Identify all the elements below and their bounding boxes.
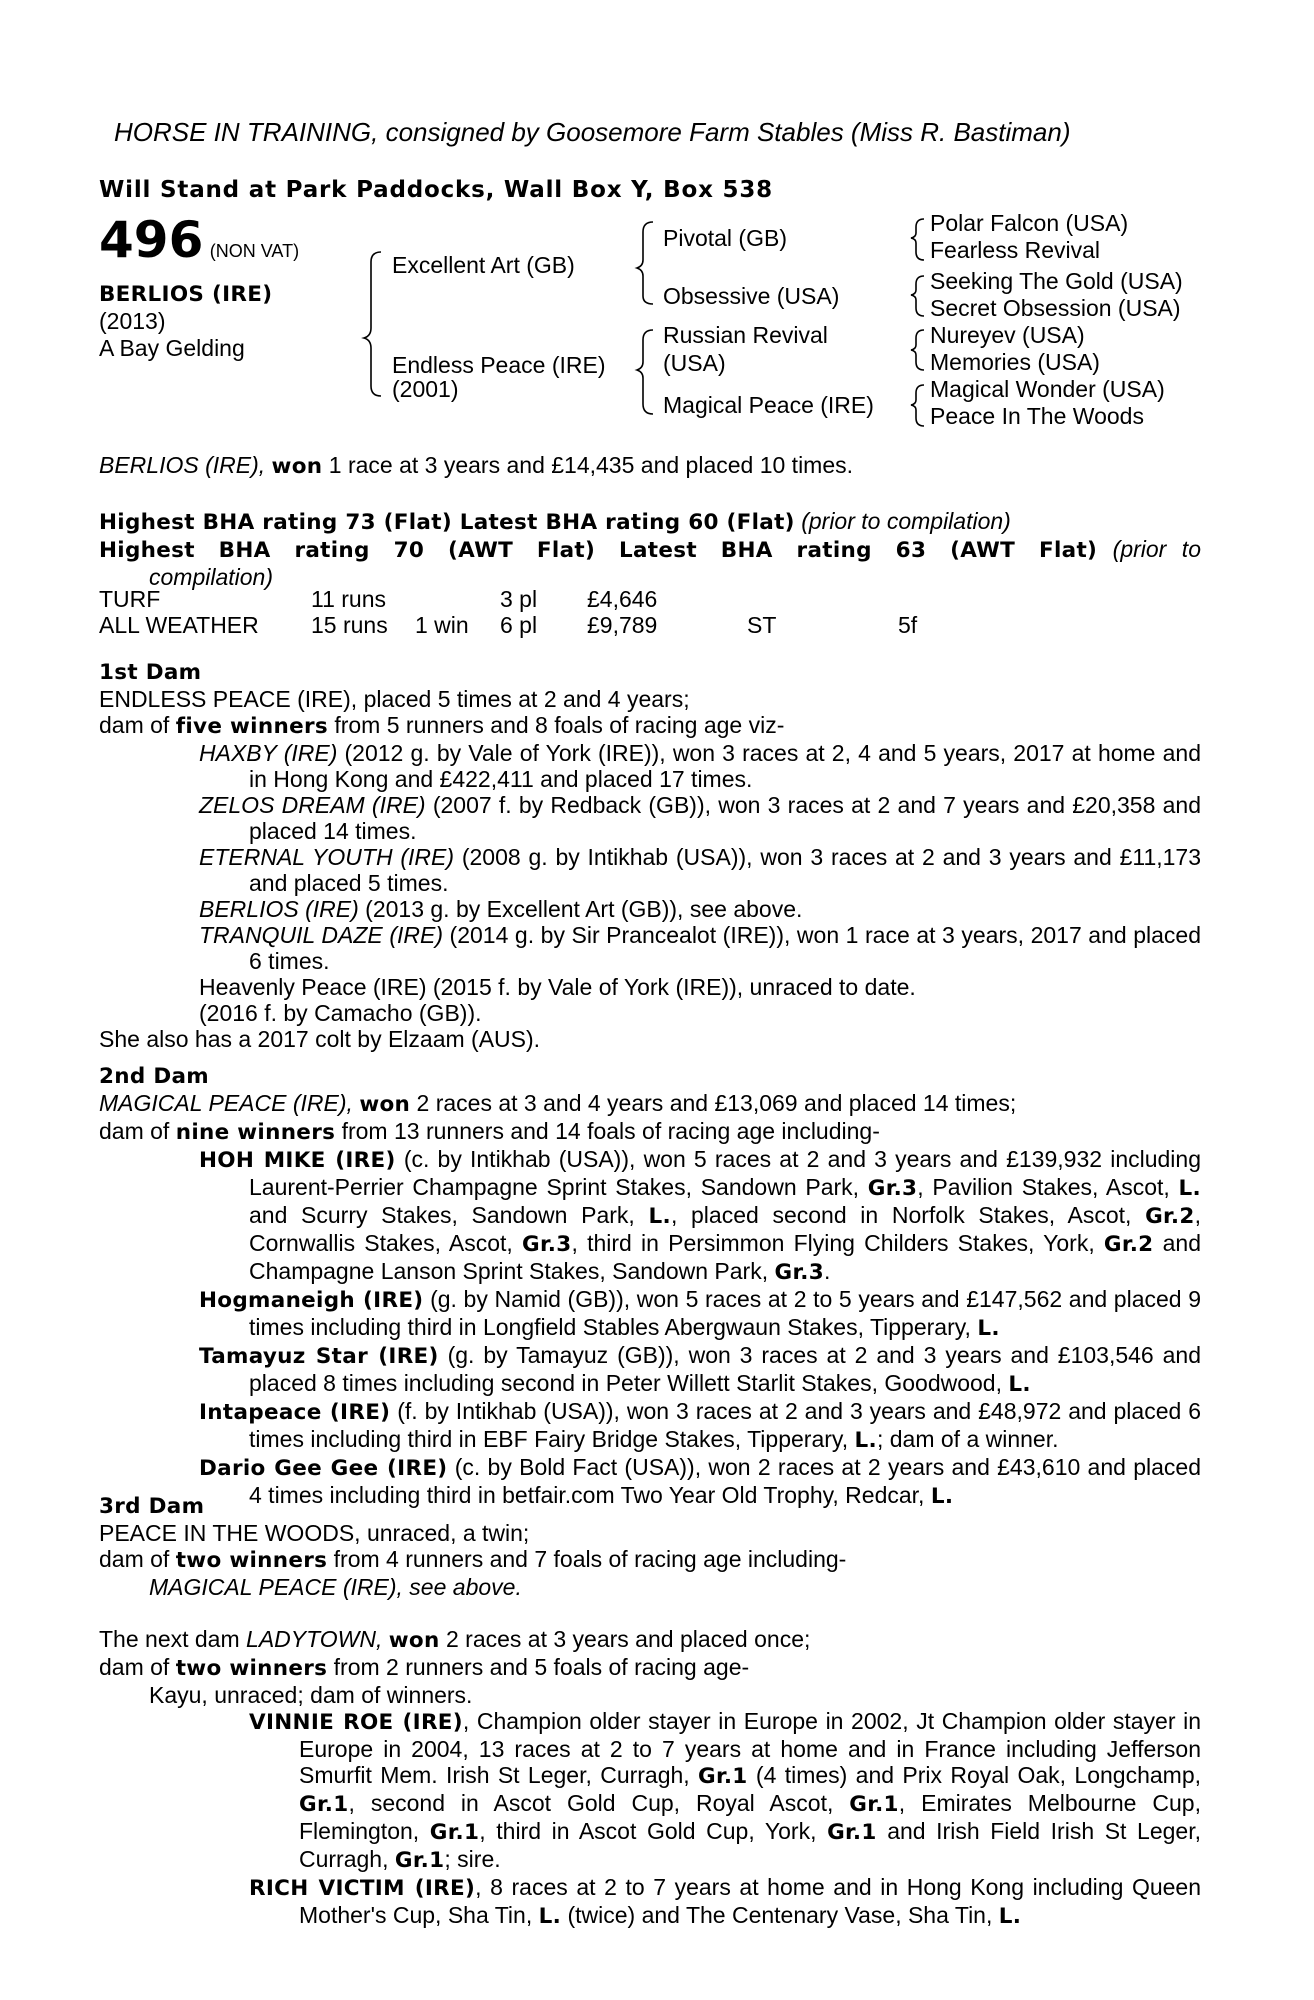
produce-hoh-mike: HOH MIKE (IRE) (c. by Intikhab (USA)), won 5 races at 2 and 3 years and £139,932 including Laurent-Perrier Champagne Sprint Stakes, Sandown Park, Gr.3, Pavilion Stakes, Ascot, L. and Scurry Stakes, Sandown Park, L., placed second in Norfolk Stakes, Ascot, Gr.2, Cornwallis Stakes, Ascot, Gr.3, third in Persimmon Flying Childers Stakes, York, Gr.2 and Champagne Lanson Sprint Stakes, Sandown Park, Gr.3. [199,1146,1201,1285]
first-dam-heading: 1st Dam [99,660,202,685]
produce-2016-filly: (2016 f. by Camacho (GB)). [199,1000,482,1026]
stats-distance: 5f [898,612,918,638]
pedigree-dam-sire: Russian Revival [663,322,828,348]
pedigree-sire-dam: Obsessive (USA) [663,283,840,309]
stats-runs: 15 runs [311,612,388,638]
stats-distance [898,586,917,612]
first-dam-produce-summary: dam of five winners from 5 runners and 8 foals of racing age viz- [99,712,785,739]
produce-tranquil-daze: TRANQUIL DAZE (IRE) (2014 g. by Sir Prancealot (IRE)), won 1 race at 3 years, 2017 and placed 6 times. [199,922,1201,974]
race-stats-table [99,586,917,638]
rating-awt [99,536,1201,590]
pedigree-dam-year: (2001) [392,376,459,402]
next-dam-produce-summary: dam of two winners from 2 runners and 5 foals of racing age- [99,1654,750,1681]
pedigree-gen3-1: Polar Falcon (USA) [930,210,1129,236]
next-dam-line: The next dam LADYTOWN, won 2 races at 3 years and placed once; [99,1626,811,1653]
rating-flat-text: Highest BHA rating 73 (Flat) Latest BHA rating 60 (Flat) [99,510,795,535]
rating-awt-note: (prior to compilation) [149,536,1201,590]
next-dam-section [99,1626,1201,1930]
pedigree-dam-sire-origin: (USA) [663,350,726,376]
stats-surface: TURF [99,586,161,612]
rating-awt-text: Highest BHA rating 70 (AWT Flat) Latest BHA rating 63 (AWT Flat) [99,538,1098,563]
pedigree-gen3-4: Secret Obsession (USA) [930,295,1181,321]
second-dam-section [99,1064,1201,1510]
second-dam-line: MAGICAL PEACE (IRE), won 2 races at 3 and 4 years and £13,069 and placed 14 times; [99,1090,1017,1117]
pedigree-gen3-3: Seeking The Gold (USA) [930,268,1183,294]
stats-going [747,586,898,612]
foaling-year: (2013) [99,308,166,334]
produce-kayu: Kayu, unraced; dam of winners. [149,1682,473,1708]
stats-prize: £9,789 [587,612,658,638]
pedigree-dam-dam: Magical Peace (IRE) [663,392,874,418]
stats-row-aw [99,612,917,638]
produce-tamayuz-star: Tamayuz Star (IRE) (g. by Tamayuz (GB)), won 3 races at 2 and 3 years and £103,546 and placed 8 times including second in Peter Willett Starlit Stakes, Goodwood, L. [199,1342,1201,1397]
rating-flat [99,508,1201,536]
stats-wins [415,586,500,612]
produce-hogmaneigh: Hogmaneigh (IRE) (g. by Namid (GB)), won 5 races at 2 to 5 years and £147,562 and placed 9 times including third in Longfield Stables Abergwaun Stakes, Tipperary, L. [199,1286,1201,1341]
stand-location: Will Stand at Park Paddocks, Wall Box Y, Box 538 [99,177,773,203]
horse-description: A Bay Gelding [99,335,245,361]
pedigree-dam: Endless Peace (IRE) [392,352,606,378]
second-dam-produce-summary: dam of nine winners from 13 runners and 14 foals of racing age including- [99,1118,880,1145]
produce-haxby: HAXBY (IRE) (2012 g. by Vale of York (IRE)), won 3 races at 2, 4 and 5 years, 2017 at home and in Hong Kong and £422,411 and placed 17 times. [199,740,1201,792]
stats-going: ST [747,612,777,638]
summary-won: won [271,454,323,479]
pedigree-gen3-5: Nureyev (USA) [930,322,1085,348]
produce-rich-victim: RICH VICTIM (IRE), 8 races at 2 to 7 years at home and in Hong Kong including Queen Mother's Cup, Sha Tin, L. (twice) and The Centenary Vase, Sha Tin, L. [249,1874,1201,1929]
stats-runs: 11 runs [311,586,387,612]
pedigree-sire-sire: Pivotal (GB) [663,225,787,251]
rating-flat-note: (prior to compilation) [794,508,1011,534]
vat-status: (NON VAT) [209,241,300,261]
stats-surface: ALL WEATHER [99,612,259,638]
pedigree-gen3-8: Peace In The Woods [930,403,1144,429]
summary-horse: BERLIOS (IRE), [99,452,266,478]
stats-placed: 6 pl [500,612,538,638]
produce-berlios: BERLIOS (IRE) (2013 g. by Excellent Art (GB)), see above. [199,896,803,922]
second-dam-heading: 2nd Dam [99,1064,209,1089]
stats-prize: £4,646 [587,586,658,612]
produce-eternal-youth: ETERNAL YOUTH (IRE) (2008 g. by Intikhab (USA)), won 3 races at 2 and 3 years and £11,173 and placed 5 times. [199,844,1202,896]
third-dam-heading: 3rd Dam [99,1494,205,1519]
third-dam-produce-summary: dam of two winners from 4 runners and 7 foals of racing age including- [99,1546,847,1573]
first-dam-line: ENDLESS PEACE (IRE), placed 5 times at 2 and 4 years; [99,686,690,712]
horse-name: BERLIOS (IRE) [99,282,273,307]
pedigree-gen3-6: Memories (USA) [930,349,1100,375]
third-dam-line: PEACE IN THE WOODS, unraced, a twin; [99,1520,530,1546]
stats-placed: 3 pl [500,586,538,612]
stats-row-turf [99,586,917,612]
produce-vinnie-roe: VINNIE ROE (IRE), Champion older stayer in Europe in 2002, Jt Champion older stayer in Europe in 2004, 13 races at 2 to 7 years at home and in France including Jefferson Smurfit Mem. Irish St Leger, Curragh, Gr.1 (4 times) and Prix Royal Oak, Longchamp, Gr.1, second in Ascot Gold Cup, Royal Ascot, Gr.1, Emirates Melbourne Cup, Flemington, Gr.1, third in Ascot Gold Cup, York, Gr.1 and Irish Field Irish St Leger, Curragh, Gr.1; sire. [249,1708,1201,1873]
first-dam-section [99,660,1201,1052]
page-header: HORSE IN TRAINING, consigned by Goosemore Farm Stables (Miss R. Bastiman) [114,117,1071,147]
produce-zelos-dream: ZELOS DREAM (IRE) (2007 f. by Redback (GB)), won 3 races at 2 and 7 years and £20,358 and placed 14 times. [199,792,1201,844]
stats-wins: 1 win [415,612,469,638]
pedigree-sire: Excellent Art (GB) [392,252,575,278]
produce-dario-gee-gee: Dario Gee Gee (IRE) (c. by Bold Fact (USA)), won 2 races at 2 years and £43,610 and placed 4 times including third in betfair.com Two Year Old Trophy, Redcar, L. [199,1454,1201,1509]
produce-2017-colt: She also has a 2017 colt by Elzaam (AUS). [99,1026,541,1052]
produce-heavenly-peace: Heavenly Peace (IRE) (2015 f. by Vale of York (IRE)), unraced to date. [199,974,916,1000]
third-dam-section [99,1494,1201,1600]
ratings-block [99,508,1201,590]
produce-magical-peace: MAGICAL PEACE (IRE), see above. [149,1574,522,1600]
pedigree-gen3-2: Fearless Revival [930,237,1100,263]
race-summary [99,452,853,480]
lot-number-value: 496 [99,211,204,269]
produce-intapeace: Intapeace (IRE) (f. by Intikhab (USA)), won 3 races at 2 and 3 years and £48,972 and placed 6 times including third in EBF Fairy Bridge Stakes, Tipperary, L.; dam of a winner. [199,1398,1201,1453]
summary-text: 1 race at 3 years and £14,435 and placed 10 times. [322,452,854,478]
pedigree-gen3-7: Magical Wonder (USA) [930,376,1165,402]
